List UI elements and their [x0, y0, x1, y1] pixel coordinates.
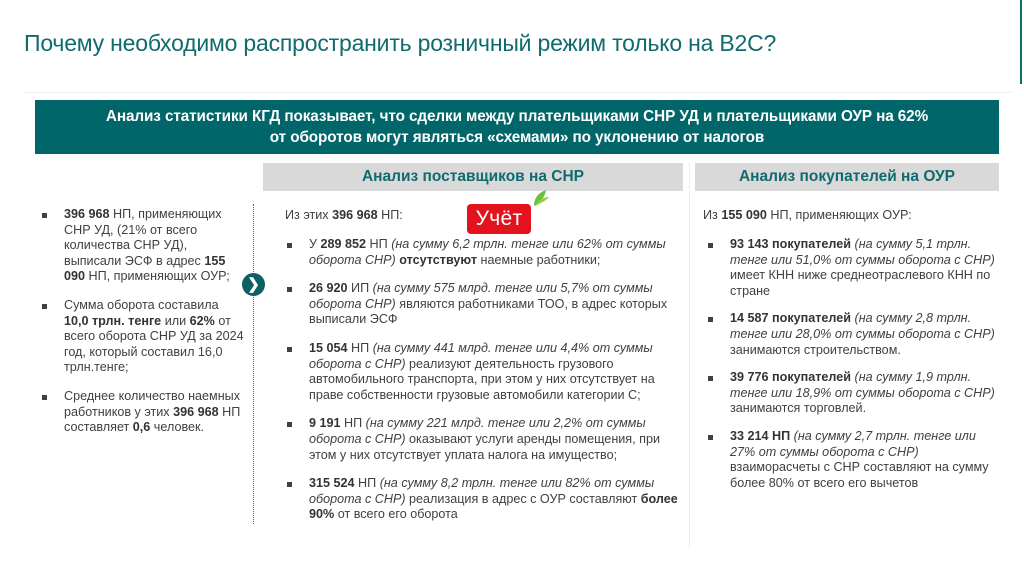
text-run: ИП — [347, 281, 373, 296]
buyers-header: Анализ покупателей на ОУР — [695, 163, 999, 191]
summary-banner — [35, 100, 999, 154]
emphasis-italic: (на сумму 2,7 трлн. тенге или 27% от суммы оборота с СНР) — [730, 428, 976, 459]
emphasis-bold: 396 968 — [173, 404, 219, 419]
uchet-logo: Учёт — [467, 204, 531, 234]
emphasis-bold: более 90% — [309, 491, 678, 522]
list-item — [40, 389, 245, 436]
list-item — [40, 298, 245, 376]
suppliers-header: Анализ поставщиков на СНР — [263, 163, 683, 191]
text-run: человек. — [150, 420, 205, 435]
text-run: НП, применяющих ОУР: — [766, 208, 912, 222]
text-run: от всего его оборота — [334, 507, 458, 522]
text-run: НП — [354, 476, 380, 491]
buyers-intro — [703, 208, 1003, 224]
emphasis-italic: (на сумму 1,9 трлн. тенге или 18,9% от суммы оборота с СНР) — [730, 370, 995, 400]
list-item — [285, 237, 685, 268]
emphasis-bold: 14 587 покупателей — [730, 311, 851, 326]
text-run: оказывают услуги аренды помещения, при этом у них отсутствует уплата налога на имущество; — [309, 431, 660, 462]
text-run: занимаются строительством. — [730, 342, 901, 357]
dotted-divider — [253, 204, 254, 524]
emphasis-bold: 155 090 — [721, 208, 767, 222]
text-run: НП, применяющих СНР УД, (21% от всего количества СНР УД), выписали ЭСФ в адрес — [64, 207, 222, 268]
emphasis-bold: 289 852 — [320, 237, 367, 251]
list-item — [285, 416, 685, 463]
list-item — [706, 429, 1002, 491]
list-item — [285, 281, 685, 328]
left-summary — [40, 207, 245, 449]
page-title: Почему необходимо распространить розничный режим только на B2C? — [24, 30, 777, 56]
emphasis-bold: 26 920 — [309, 281, 348, 296]
text-run: имеет КНН ниже среднеотраслевого КНН по стране — [730, 268, 991, 298]
banner-line-1: Анализ статистики КГД показывает, что сделки между плательщиками СНР УД и плательщиками ОУР на 62% — [105, 108, 929, 125]
leaf-icon — [532, 188, 550, 208]
list-item — [706, 237, 1002, 299]
banner-line-2: от оборотов могут являться «схемами» по уклонению от налогов — [269, 129, 765, 146]
emphasis-bold: 62% — [189, 313, 215, 328]
emphasis-italic: (на сумму 2,8 трлн. тенге или 28,0% от суммы оборота с СНР) — [730, 311, 995, 341]
text-run: У — [309, 237, 321, 251]
text-run: НП: — [377, 208, 403, 222]
text-run: НП — [347, 340, 373, 355]
chevron-right-icon: ❯ — [242, 273, 265, 296]
emphasis-bold: 33 214 НП — [730, 428, 791, 443]
list-item — [40, 207, 245, 285]
text-run: или — [161, 313, 190, 328]
text-run: Из — [703, 208, 722, 222]
emphasis-italic: (на сумму 441 млрд. тенге или 4,4% от суммы оборота с СНР) — [309, 340, 653, 371]
text-run: наемные работники; — [477, 252, 601, 267]
text-run: занимаются торговлей. — [730, 401, 867, 416]
text-run: взаиморасчеты с СНР составляют на сумму более 80% от всего его вычетов — [730, 460, 989, 490]
emphasis-bold: 10,0 трлн. тенге — [64, 313, 162, 328]
text-run: являются работниками ТОО, в адрес которых выписали ЭСФ — [309, 296, 668, 327]
emphasis-bold: 9 191 — [309, 416, 341, 431]
emphasis-bold: отсутствуют — [399, 252, 478, 267]
emphasis-bold: 93 143 покупателей — [730, 237, 851, 251]
text-run: Среднее количество наемных работников у этих — [64, 388, 241, 419]
text-run: Сумма оборота составила — [64, 297, 219, 312]
emphasis-bold: 39 776 покупателей — [730, 370, 851, 385]
text-run: реализация в адрес с ОУР составляют — [405, 491, 641, 506]
list-item — [706, 370, 1002, 417]
text-run: от всего оборота СНР УД за 2024 год, который составил 16,0 трлн.тенге; — [64, 313, 244, 375]
emphasis-bold: 15 054 — [309, 340, 348, 355]
left-summary-list — [40, 207, 245, 436]
slide-edge-accent — [1020, 0, 1022, 84]
emphasis-bold: 315 524 — [309, 476, 355, 491]
emphasis-italic: (на сумму 6,2 трлн. тенге или 62% от суммы оборота СНР) — [309, 237, 666, 267]
emphasis-bold: 155 090 — [64, 253, 226, 284]
text-run: НП — [340, 416, 366, 431]
divider — [24, 92, 1012, 93]
suppliers-intro — [285, 208, 485, 224]
text-run: НП — [366, 237, 392, 251]
suppliers-list-container — [285, 237, 685, 536]
column-divider — [689, 163, 690, 548]
text-run: реализуют деятельность грузового автомобильного транспорта, при этом у них отсутствует на праве собственности грузовые автомобили категории С; — [309, 356, 655, 402]
text-run: НП, применяющих ОУР; — [85, 269, 230, 284]
emphasis-bold: 0,6 — [132, 420, 151, 435]
buyers-list — [706, 237, 1002, 491]
list-item — [706, 311, 1002, 358]
emphasis-bold: 396 968 — [332, 208, 378, 222]
list-item — [285, 341, 685, 403]
list-item — [285, 476, 685, 523]
emphasis-italic: (на сумму 221 млрд. тенге или 2,2% от суммы оборота с СНР) — [309, 416, 646, 446]
emphasis-bold: 396 968 — [64, 207, 110, 221]
emphasis-italic: (на сумму 5,1 трлн. тенге или 51,0% от суммы оборота с СНР) — [730, 237, 995, 267]
text-run: НП составляет — [64, 404, 241, 435]
emphasis-italic: (на сумму 8,2 трлн. тенге или 82% от суммы оборота с СНР) — [309, 476, 655, 506]
buyers-list-container — [706, 237, 1002, 503]
emphasis-italic: (на сумму 575 млрд. тенге или 5,7% от суммы оборота СНР) — [309, 281, 653, 311]
suppliers-list — [285, 237, 685, 523]
text-run: Из этих — [285, 208, 333, 222]
